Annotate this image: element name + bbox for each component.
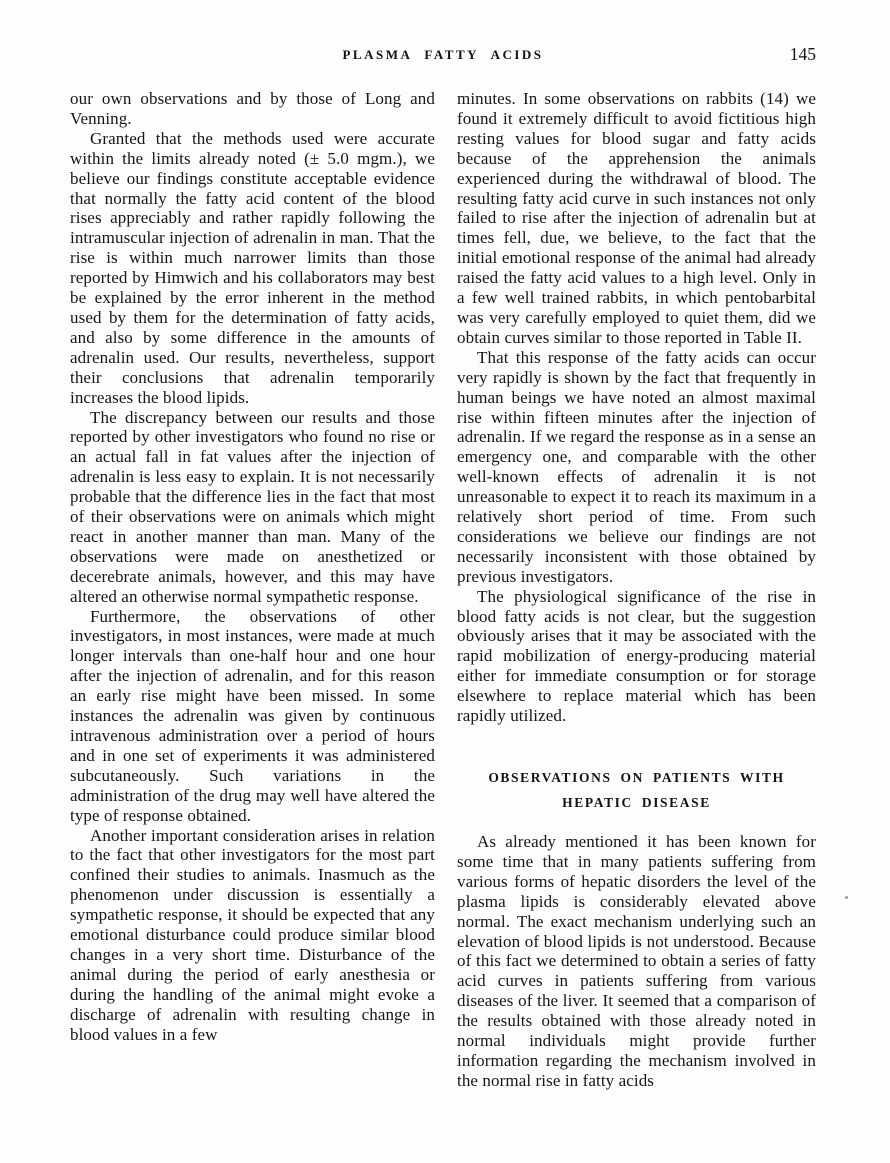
running-title: PLASMA FATTY ACIDS bbox=[342, 47, 544, 62]
right-column bbox=[457, 89, 816, 1091]
paragraph: The discrepancy between our results and those reported by other investigators who found no rise or an actual fall in fat values after the injection of adrenalin is less easy to explain. It is not necessarily probable that the difference lies in the fact that most of their observations were on animals which might react in another manner than man. Many of the observations were made on anesthetized or decerebrate animals, however, and this may have altered an otherwise normal sympathetic response. bbox=[70, 407, 435, 606]
section-heading: OBSERVATIONS ON PATIENTS WITH HEPATIC DISEASE bbox=[488, 770, 785, 810]
paragraph: That this response of the fatty acids can occur very rapidly is shown by the fact that frequently in human beings we have noted an almost maximal rise within fifteen minutes after the injection of adrenalin. If we regard the response as in a sense an emergency one, and comparable with the other well-known effects of adrenalin it is not unreasonable to expect it to reach its maximum in a relatively short period of time. From such considerations we believe our findings are not necessarily inconsistent with those obtained by previous investigators. bbox=[457, 347, 816, 586]
running-head bbox=[70, 0, 816, 64]
paragraph: The physiological significance of the rise in blood fatty acids is not clear, but the suggestion obviously arises that it may be associated with the rapid mobilization of energy-producing material either for immediate consumption or for storage elsewhere to replace material which has been rapidly utilized. bbox=[457, 586, 816, 726]
page-number: 145 bbox=[789, 44, 816, 64]
paragraph: our own observations and by those of Long and Venning. bbox=[70, 89, 435, 128]
paragraph: minutes. In some observations on rabbits (14) we found it extremely difficult to avoid fictitious high resting values for blood sugar and fatty acids because of the apprehension the animals experienced during the withdrawal of blood. The resulting fatty acid curve in such instances not only failed to rise after the injection of adrenalin but at times fell, due, we believe, to the fact that the initial emotional response of the animal had already raised the fatty acid values to a high level. Only in a few well trained rabbits, in which pentobarbital was very carefully employed to quiet them, did we obtain curves similar to those reported in Table II. bbox=[457, 89, 816, 347]
paragraph: Another important consideration arises in relation to the fact that other investigators for the most part confined their studies to animals. Inasmuch as the phenomenon under discussion is essentially a sympathetic response, it should be expected that any emotional disturbance could produce similar blood changes in a very short time. Disturbance of the animal during the period of early anesthesia or during the handling of the animal might evoke a discharge of adrenalin with resulting change in blood values in a few bbox=[70, 825, 435, 1044]
left-column bbox=[70, 89, 435, 1091]
paragraph: Granted that the methods used were accurate within the limits already noted (± 5.0 mgm.), we believe our findings constitute acceptable evidence that normally the fatty acid content of the blood rises appreciably and rather rapidly following the intramuscular injection of adrenalin in man. That the rise is within much narrower limits than those reported by Himwich and his collaborators may best be explained by the error inherent in the method used by them for the determination of fatty acids, and also by some difference in the amounts of adrenalin used. Our results, nevertheless, support their conclusions that adrenalin temporarily increases the blood lipids. bbox=[70, 128, 435, 407]
scan-artifact bbox=[845, 896, 848, 899]
two-column-text-block bbox=[70, 89, 816, 1091]
page-content bbox=[70, 0, 816, 1091]
paragraph: Furthermore, the observations of other investigators, in most instances, were made at much longer intervals than one-half hour and one hour after the injection of adrenalin, and for this reason an early rise might have been missed. In some instances the adrenalin was given by continuous intravenous administration over a period of hours and in one set of experiments it was administered subcutaneously. Such variations in the administration of the drug may well have altered the type of response obtained. bbox=[70, 606, 435, 825]
paragraph: As already mentioned it has been known for some time that in many patients suffering from various forms of hepatic disorders the level of the plasma lipids is considerably elevated above normal. The exact mechanism underlying such an elevation of blood lipids is not understood. Because of this fact we determined to obtain a series of fatty acid curves in patients suffering from various diseases of the liver. It seemed that a comparison of the results obtained with those already noted in normal individuals might provide further information regarding the mechanism involved in the normal rise in fatty acids bbox=[457, 832, 816, 1090]
